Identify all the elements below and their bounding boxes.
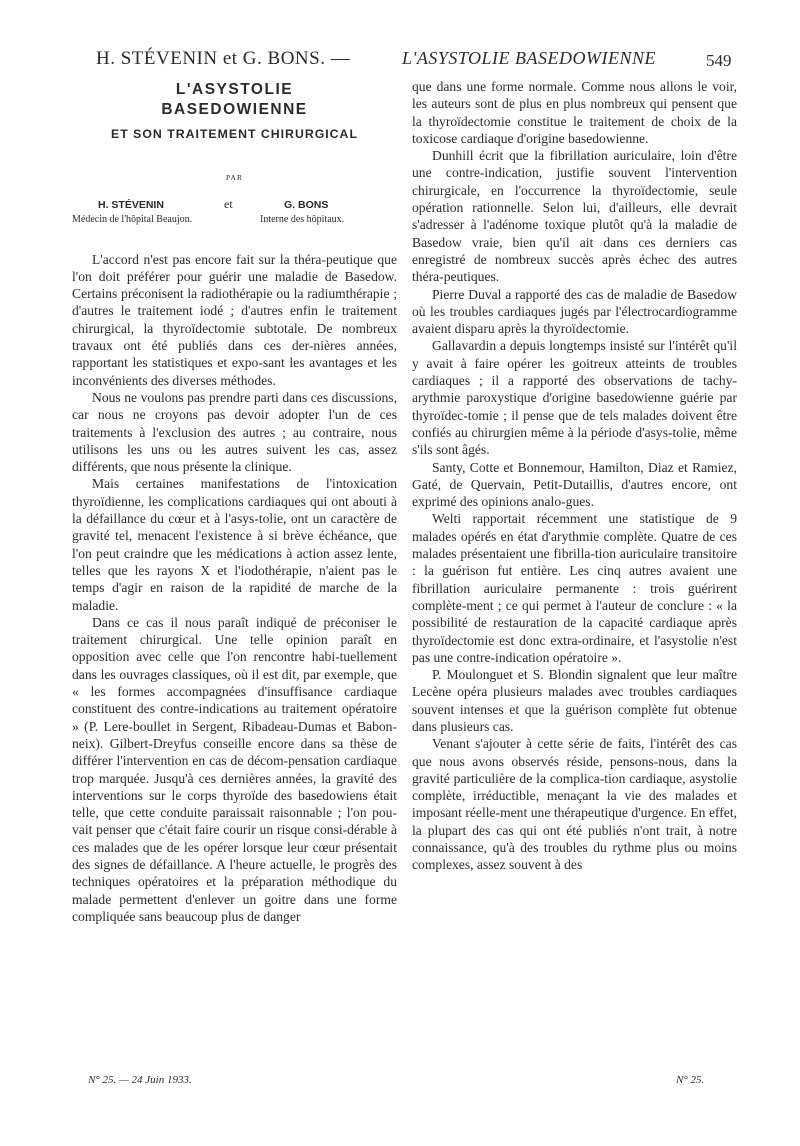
article-title-line2: BASEDOWIENNE	[161, 101, 308, 118]
article-subtitle: ET SON TRAITEMENT CHIRURGICAL	[111, 127, 358, 141]
header-title: L'ASYSTOLIE BASEDOWIENNE	[402, 48, 657, 68]
header-authors: H. STÉVENIN et G. BONS. —	[96, 48, 351, 69]
by-label: PAR	[226, 173, 243, 183]
paragraph: P. Moulonguet et S. Blondin signalent que leur maître Lecène opéra plusieurs malades avec troubles cardiaques souvent intenses et que la guérison complète fut obtenue dans plusieurs cas.	[412, 667, 737, 734]
affiliation-1: Médecin de l'hôpital Beaujon.	[72, 213, 193, 225]
paragraph: que dans une forme normale. Comme nous allons le voir, les auteurs sont de plus en plus nombreux qui pensent que la thyroïdectomie constitue le traitement de choix de la toxicose cardiaque d'origine basedowienne.	[412, 79, 737, 146]
byline	[72, 193, 397, 211]
paragraph: Gallavardin a depuis longtemps insisté sur l'intérêt qu'il y avait à faire opérer les goitreux atteints de troubles cardiaques ; il a rapporté des observations de tachy-arythmie paroxystique d'origine basedowienne guérie par thyroïdec-tomie ; il pense que de tels malades doivent être confiés au chirurgien même à la période d'asys-tolie, même s'ils sont âgés.	[412, 338, 737, 458]
page-number: 549	[706, 51, 732, 70]
right-column	[412, 78, 737, 874]
paragraph: Santy, Cotte et Bonnemour, Hamilton, Diaz et Ramiez, Gaté, de Quervain, Petit-Dutaillis, d'autres encore, ont exprimé des opinions analo-gues.	[412, 459, 737, 510]
paragraph: Nous ne voulons pas prendre parti dans ces discussions, car nous ne croyons pas devoir adopter l'un de ces traitements à l'exclusion des autres ; au contraire, nous utilisons les uns ou les autres suivent les cas, assez différents, que nous présente la clinique.	[72, 389, 397, 475]
affiliation-2: Interne des hôpitaux.	[260, 213, 345, 225]
paragraph: Welti rapportait récemment une statistique de 9 malades opérés en état d'arythmie complète. Quatre de ces malades présentaient une fibrilla-tion auriculaire transitoire : la guérison fut entière. Les cinq autres avaient une fibrillation auriculaire permanente : trois guérirent complète-ment ; ce qui permet à l'auteur de conclure : « la possibilité de restauration de la capacité cardiaque après thyroïdectomie est donc extra-ordinaire, et l'asystolie n'est pas une contre-indication opératoire ».	[412, 511, 737, 665]
paragraph: Dans ce cas il nous paraît indiqué de préconiser le traitement chirurgical. Une telle opinion paraît en opposition avec celle que l'on rencontre habi-tuellement dans les ouvrages classiques, où il est dit, par exemple, que « les formes accompagnées d'insuffisance cardiaque constituent des contre-indications au traitement opératoire » (P. Lere-boullet in Sergent, Ribadeau-Dumas et Babon-neix). Gilbert-Dreyfus conseille encore dans sa thèse de différer l'intervention en cas de décom-pensation cardiaque trop marquée. Jusqu'à ces dernières années, la gravité des interventions sur le corps thyroïde des basedowiens était telle, que cette conduite paraissait raisonnable ; l'on pou-vait penser que c'était faire courir un risque consi-dérable à ces malades que de les opérer lorsque leur cœur présentait des signes de défaillance. A l'heure actuelle, le progrès des techniques opératoires et la préparation méthodique du malade permettent d'enlever un goitre dans une forme compliquée sans beaucoup plus de danger	[72, 614, 397, 924]
paragraph: L'accord n'est pas encore fait sur la théra-peutique que l'on doit préférer pour guérir une maladie de Basedow. Certains préconisent la radiothérapie ou la radiumthérapie ; d'autres le traitement iodé ; d'autres enfin le traitement chirurgical, la thyroïdectomie subtotale. De nombreux travaux ont été publiés dans ces der-nières années, rapportant les statistiques et expo-sant les avantages et les inconvénients des diverses méthodes.	[72, 251, 397, 388]
paragraph: Pierre Duval a rapporté des cas de maladie de Basedow où les troubles cardiaques jugés par l'électrocardiogramme avaient disparu après la thyroïdectomie.	[412, 286, 737, 337]
author-2: G. BONS	[284, 198, 329, 211]
running-header	[0, 48, 800, 82]
footer-issue-number: N° 25.	[676, 1074, 705, 1086]
left-column	[72, 78, 397, 925]
paragraph: Dunhill écrit que la fibrillation auriculaire, loin d'être une contre-indication, justifie souvent l'intervention chirurgicale, en l'occurrence la thyroïdectomie, seule opération rationnelle. Selon lui, d'ailleurs, elle devrait s'adresser à l'adénome toxique plutôt qu'à la maladie de Basedow vraie, bien qu'il ait dans ces derniers cas enregistré de nombreux succès après échec des autres théra-peutiques.	[412, 148, 737, 285]
paragraph: Mais certaines manifestations de l'intoxication thyroïdienne, les complications cardiaques qui ont abouti à la défaillance du cœur et à l'asys-tolie, ont un caractère de gravité tel, menacent l'existence à si brève échéance, que l'on peut craindre que les médications à action assez lente, telles que les rayons X et l'iodothérapie, n'aient pas le temps d'agir en raison de la rapidité de marche de la maladie.	[72, 476, 397, 613]
article-title-line1: L'ASYSTOLIE	[175, 81, 294, 98]
article-title	[72, 80, 397, 120]
left-body	[72, 251, 397, 926]
byline-conjunction: et	[224, 196, 233, 211]
paragraph: Venant s'ajouter à cette série de faits, l'intérêt des cas que nous avons observés réside, pensons-nous, dans la gravité particulière de la complica-tion cardiaque, asystolie complète, irréductible, menaçant la vie des malades et imposant réelle-ment une thérapeutique d'urgence. En effet, la plupart des cas qui ont été publiés n'ont trait, à notre connaissance, qu'à des troubles du rythme plus ou moins complexes, assez souvent à des	[412, 736, 737, 873]
affiliations	[72, 211, 397, 225]
author-1: H. STÉVENIN	[98, 198, 164, 211]
footer-issue-date: N° 25. — 24 Juin 1933.	[88, 1074, 192, 1086]
